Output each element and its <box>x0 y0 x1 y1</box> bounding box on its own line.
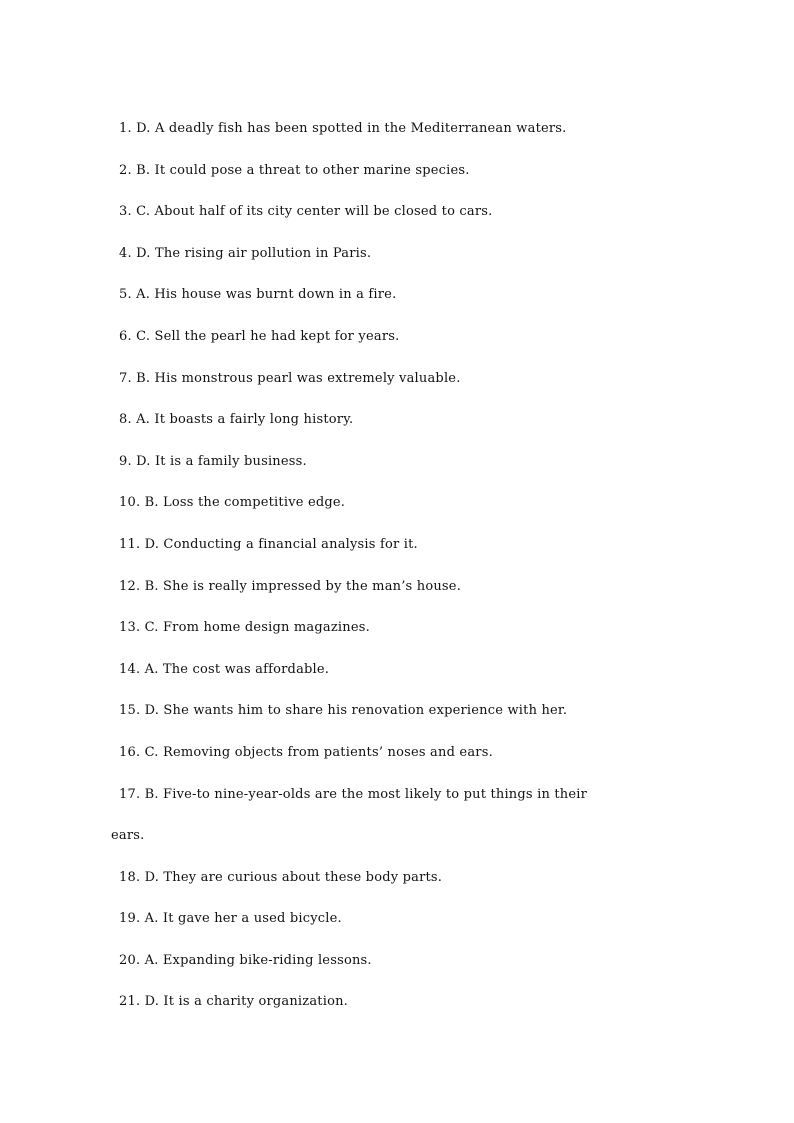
answer-item-6: 6. C. Sell the pearl he had kept for years. <box>119 328 400 344</box>
answer-item-20: 20. A. Expanding bike-riding lessons. <box>119 952 372 968</box>
answer-item-4: 4. D. The rising air pollution in Paris. <box>119 245 372 261</box>
answer-key-list <box>111 108 679 1023</box>
answer-item-16: 16. C. Removing objects from patients’ noses and ears. <box>119 744 493 760</box>
answer-item-19: 19. A. It gave her a used bicycle. <box>119 911 342 927</box>
answer-item-13: 13. C. From home design magazines. <box>119 620 370 636</box>
answer-item-1: 1. D. A deadly fish has been spotted in the Mediterranean waters. <box>119 121 567 136</box>
answer-item-9: 9. D. It is a family business. <box>119 453 307 469</box>
answer-item-14: 14. A. The cost was affordable. <box>119 661 330 677</box>
answer-item-17-line-2: ears. <box>111 828 145 844</box>
answer-item-17-line-1: 17. B. Five-to nine-year-olds are the most likely to put things in their <box>119 786 588 802</box>
answer-item-15: 15. D. She wants him to share his renovation experience with her. <box>119 703 568 719</box>
answer-item-5: 5. A. His house was burnt down in a fire. <box>119 287 397 303</box>
answer-item-11: 11. D. Conducting a financial analysis for it. <box>119 536 418 552</box>
answer-item-10: 10. B. Loss the competitive edge. <box>119 495 346 511</box>
answer-item-12: 12. B. She is really impressed by the man’s house. <box>119 578 462 594</box>
answer-item-2: 2. B. It could pose a threat to other marine species. <box>119 162 470 178</box>
answer-item-18: 18. D. They are curious about these body parts. <box>119 869 443 885</box>
answer-item-17-continuation <box>111 815 679 857</box>
answer-item-8: 8. A. It boasts a fairly long history. <box>119 412 354 428</box>
answer-item-17 <box>119 774 679 816</box>
answer-item-7: 7. B. His monstrous pearl was extremely valuable. <box>119 370 461 386</box>
answer-item-3: 3. C. About half of its city center will be closed to cars. <box>119 204 493 220</box>
answer-item-21: 21. D. It is a charity organization. <box>119 994 348 1010</box>
